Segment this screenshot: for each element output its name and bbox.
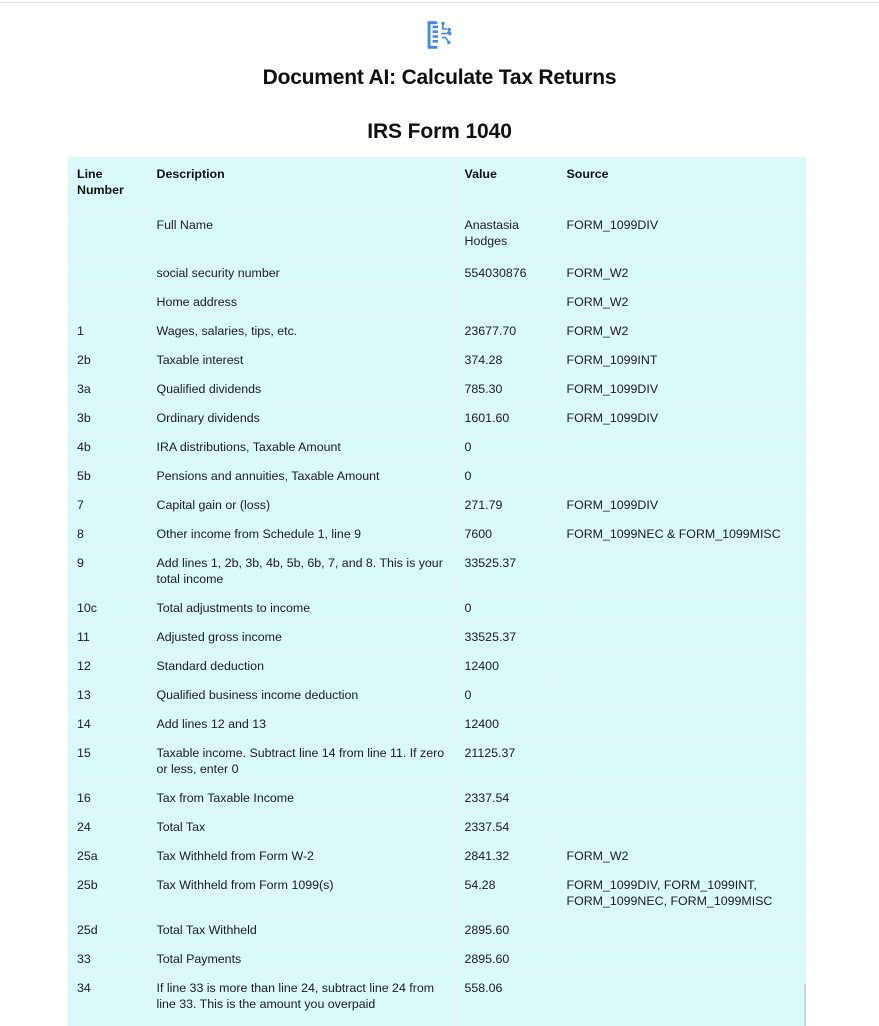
table-row — [68, 871, 806, 916]
cell-line — [68, 211, 147, 259]
cell-source: FORM_W2 — [557, 259, 806, 288]
table-row — [68, 404, 806, 433]
irs-1040-table — [68, 157, 806, 1026]
cell-line: 3a — [68, 375, 147, 404]
cell-value: 7600 — [455, 520, 557, 549]
cell-value: 2895.60 — [455, 945, 557, 974]
document-ai-logo-icon — [423, 18, 457, 52]
cell-line: 16 — [68, 784, 147, 813]
cell-line: 34 — [68, 974, 147, 1026]
table-row — [68, 462, 806, 491]
cell-source: FORM_W2 — [557, 317, 806, 346]
cell-value: 2337.54 — [455, 813, 557, 842]
cell-description: Full Name — [147, 211, 455, 259]
cell-source: FORM_1099DIV — [557, 404, 806, 433]
table-body — [68, 211, 806, 1026]
table-row — [68, 520, 806, 549]
table-row — [68, 842, 806, 871]
page-top-divider — [0, 2, 879, 3]
cell-value: 554030876 — [455, 259, 557, 288]
cell-line: 33 — [68, 945, 147, 974]
cell-description: Taxable interest — [147, 346, 455, 375]
cell-value: 0 — [455, 681, 557, 710]
table-row — [68, 317, 806, 346]
cell-source: FORM_W2 — [557, 288, 806, 317]
table-header — [68, 157, 806, 211]
page-title: Document AI: Calculate Tax Returns — [263, 66, 617, 90]
table-row — [68, 549, 806, 594]
table-row — [68, 288, 806, 317]
table-header-row — [68, 157, 806, 211]
cell-source — [557, 945, 806, 974]
cell-description: Qualified dividends — [147, 375, 455, 404]
cell-source — [557, 623, 806, 652]
table-row — [68, 259, 806, 288]
cell-value: 0 — [455, 433, 557, 462]
table-row — [68, 784, 806, 813]
cell-line: 14 — [68, 710, 147, 739]
cell-line: 24 — [68, 813, 147, 842]
table-row — [68, 945, 806, 974]
cell-description: Add lines 1, 2b, 3b, 4b, 5b, 6b, 7, and 8. This is your total income — [147, 549, 455, 594]
cell-line: 12 — [68, 652, 147, 681]
table-row — [68, 916, 806, 945]
cell-source — [557, 681, 806, 710]
cell-line: 5b — [68, 462, 147, 491]
cell-value: 33525.37 — [455, 549, 557, 594]
table-edge-marker — [804, 984, 806, 1026]
cell-value: 374.28 — [455, 346, 557, 375]
cell-description: Standard deduction — [147, 652, 455, 681]
cell-value: 2895.60 — [455, 916, 557, 945]
cell-description: Tax from Taxable Income — [147, 784, 455, 813]
cell-source — [557, 916, 806, 945]
cell-value: 2337.54 — [455, 784, 557, 813]
cell-line: 25a — [68, 842, 147, 871]
cell-description: Add lines 12 and 13 — [147, 710, 455, 739]
cell-source — [557, 549, 806, 594]
column-header-line-number: Line Number — [68, 157, 147, 211]
report-title: IRS Form 1040 — [0, 120, 879, 144]
cell-source — [557, 739, 806, 784]
cell-line: 4b — [68, 433, 147, 462]
cell-value — [455, 288, 557, 317]
cell-source — [557, 462, 806, 491]
form-table-scroll-region[interactable] — [0, 157, 879, 1026]
cell-source — [557, 784, 806, 813]
cell-description: Capital gain or (loss) — [147, 491, 455, 520]
cell-value: 2841.32 — [455, 842, 557, 871]
cell-description: Total Tax Withheld — [147, 916, 455, 945]
cell-description: Taxable income. Subtract line 14 from line 11. If zero or less, enter 0 — [147, 739, 455, 784]
table-row — [68, 346, 806, 375]
cell-line: 11 — [68, 623, 147, 652]
cell-line: 2b — [68, 346, 147, 375]
table-row — [68, 739, 806, 784]
column-header-description: Description — [147, 157, 455, 211]
cell-value: Anastasia Hodges — [455, 211, 557, 259]
cell-description: social security number — [147, 259, 455, 288]
app-header — [0, 0, 879, 90]
cell-line: 10c — [68, 594, 147, 623]
cell-source: FORM_1099NEC & FORM_1099MISC — [557, 520, 806, 549]
cell-description: IRA distributions, Taxable Amount — [147, 433, 455, 462]
cell-description: Wages, salaries, tips, etc. — [147, 317, 455, 346]
cell-source: FORM_1099DIV — [557, 375, 806, 404]
cell-line: 9 — [68, 549, 147, 594]
cell-value: 12400 — [455, 710, 557, 739]
table-row — [68, 594, 806, 623]
cell-source — [557, 594, 806, 623]
cell-value: 1601.60 — [455, 404, 557, 433]
cell-description: Total Tax — [147, 813, 455, 842]
cell-description: Tax Withheld from Form 1099(s) — [147, 871, 455, 916]
cell-line: 13 — [68, 681, 147, 710]
cell-description: Total adjustments to income — [147, 594, 455, 623]
cell-line: 25b — [68, 871, 147, 916]
cell-value: 21125.37 — [455, 739, 557, 784]
cell-line: 15 — [68, 739, 147, 784]
cell-value: 0 — [455, 462, 557, 491]
cell-description: If line 33 is more than line 24, subtract line 24 from line 33. This is the amount you overpaid — [147, 974, 455, 1026]
cell-source — [557, 652, 806, 681]
cell-value: 12400 — [455, 652, 557, 681]
cell-description: Pensions and annuities, Taxable Amount — [147, 462, 455, 491]
cell-description: Adjusted gross income — [147, 623, 455, 652]
cell-source — [557, 710, 806, 739]
table-row — [68, 652, 806, 681]
cell-description: Tax Withheld from Form W-2 — [147, 842, 455, 871]
cell-source: FORM_1099DIV, FORM_1099INT, FORM_1099NEC, FORM_1099MISC — [557, 871, 806, 916]
cell-source: FORM_1099DIV — [557, 211, 806, 259]
cell-line — [68, 288, 147, 317]
cell-line: 1 — [68, 317, 147, 346]
cell-source — [557, 433, 806, 462]
cell-value: 271.79 — [455, 491, 557, 520]
cell-line: 7 — [68, 491, 147, 520]
column-header-value: Value — [455, 157, 557, 211]
table-row — [68, 813, 806, 842]
cell-source — [557, 813, 806, 842]
cell-description: Qualified business income deduction — [147, 681, 455, 710]
cell-description: Other income from Schedule 1, line 9 — [147, 520, 455, 549]
table-row — [68, 491, 806, 520]
cell-value: 33525.37 — [455, 623, 557, 652]
cell-value: 0 — [455, 594, 557, 623]
cell-line: 8 — [68, 520, 147, 549]
table-row — [68, 623, 806, 652]
table-row — [68, 710, 806, 739]
table-row — [68, 681, 806, 710]
cell-description: Ordinary dividends — [147, 404, 455, 433]
cell-value: 558.06 — [455, 974, 557, 1026]
cell-source: FORM_1099DIV — [557, 491, 806, 520]
column-header-source: Source — [557, 157, 806, 211]
cell-description: Total Payments — [147, 945, 455, 974]
cell-description: Home address — [147, 288, 455, 317]
cell-source: FORM_1099INT — [557, 346, 806, 375]
cell-value: 23677.70 — [455, 317, 557, 346]
cell-value: 785.30 — [455, 375, 557, 404]
cell-source: FORM_W2 — [557, 842, 806, 871]
cell-value: 54.28 — [455, 871, 557, 916]
cell-line — [68, 259, 147, 288]
table-row — [68, 375, 806, 404]
cell-line: 25d — [68, 916, 147, 945]
table-row — [68, 433, 806, 462]
report-section — [0, 120, 879, 1026]
table-row — [68, 211, 806, 259]
cell-line: 3b — [68, 404, 147, 433]
